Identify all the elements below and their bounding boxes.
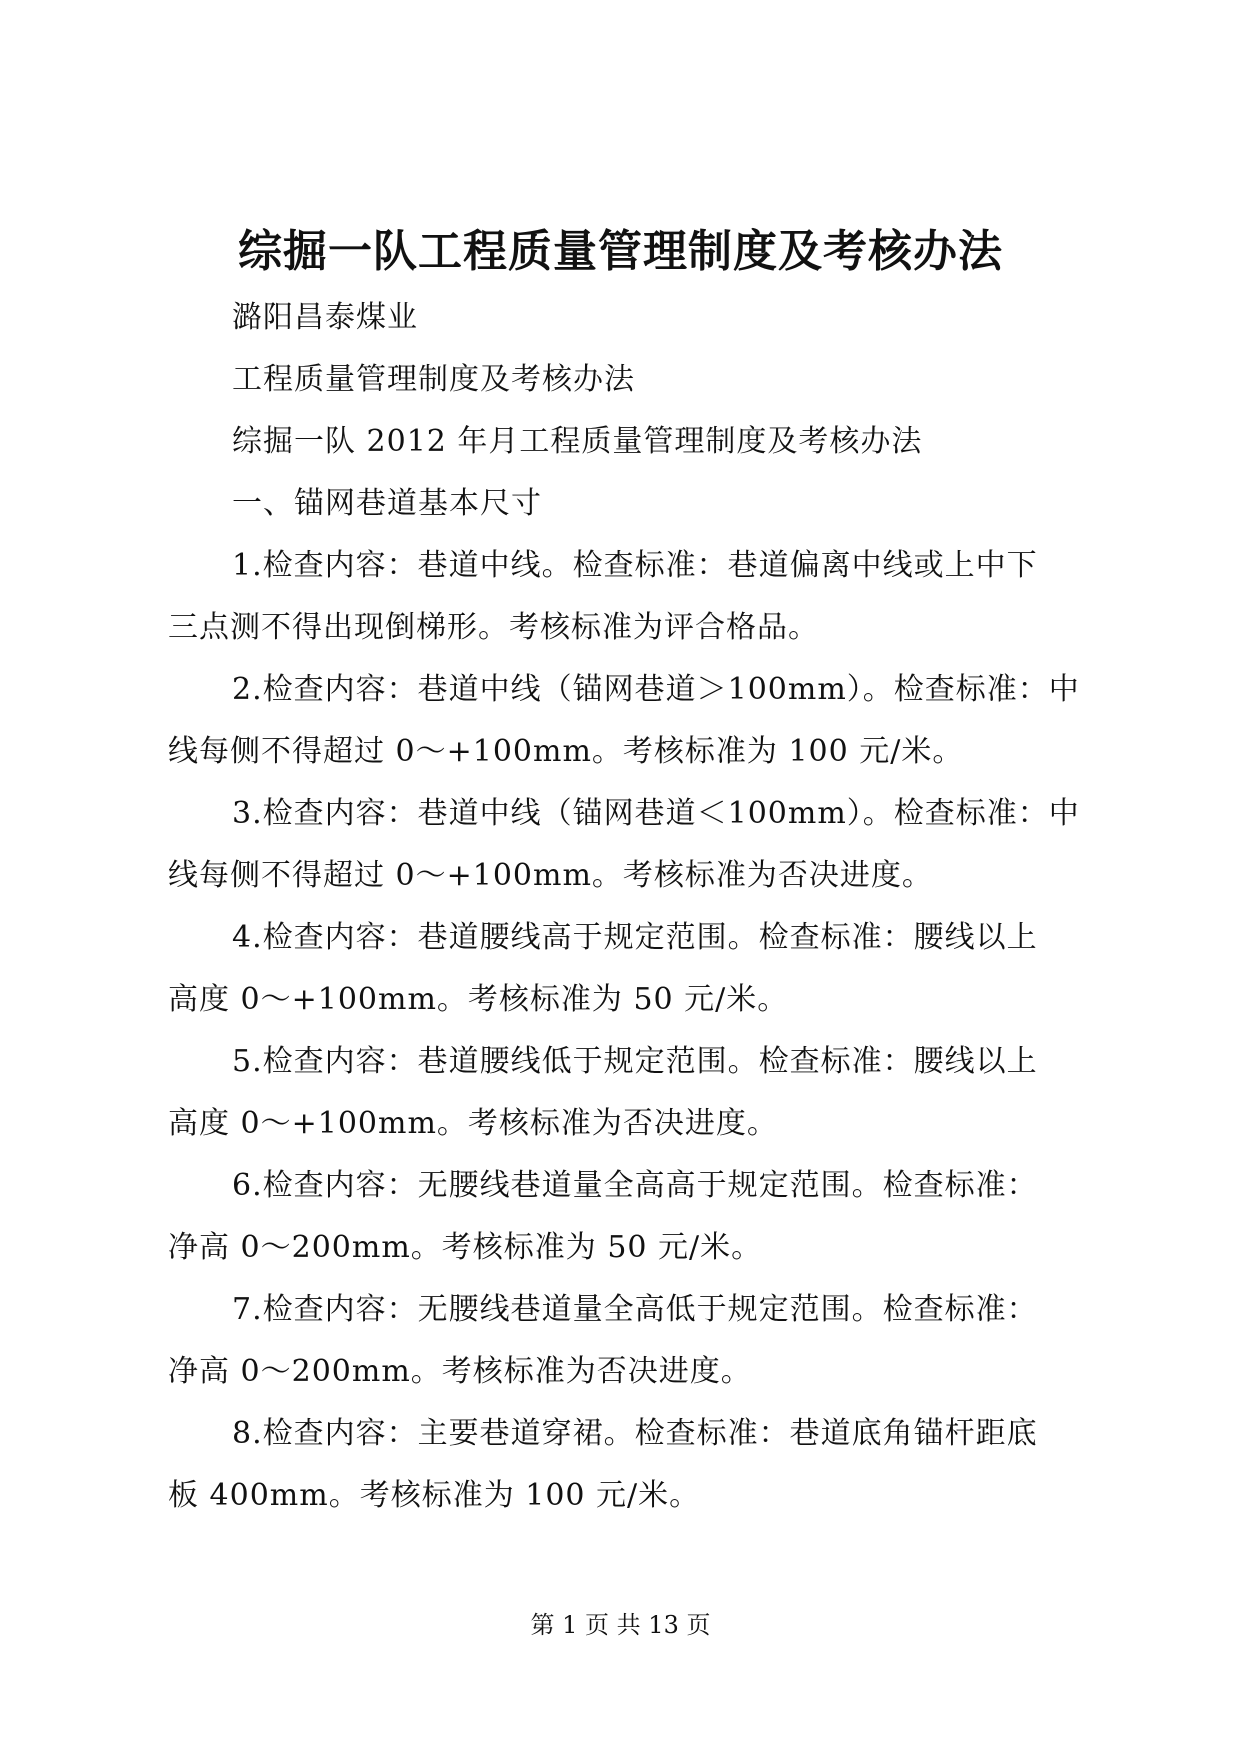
check-item-8	[168, 1403, 1088, 1527]
check-item-line: 7.检查内容：无腰线巷道量全高低于规定范围。检查标准：	[232, 1292, 1038, 1327]
document-body	[168, 287, 1088, 1527]
check-item-line: 净高 0～200mm。考核标准为 50 元/米。	[168, 1230, 763, 1265]
check-item-5	[168, 1031, 1088, 1155]
section-heading: 一、锚网巷道基本尺寸	[232, 486, 542, 521]
check-item-line: 4.检查内容：巷道腰线高于规定范围。检查标准：腰线以上	[232, 920, 1038, 955]
check-item-line: 板 400mm。考核标准为 100 元/米。	[168, 1478, 701, 1513]
check-item-4	[168, 907, 1088, 1031]
check-item-3	[168, 783, 1088, 907]
check-item-6	[168, 1155, 1088, 1279]
check-item-line: 8.检查内容：主要巷道穿裙。检查标准：巷道底角锚杆距底	[232, 1416, 1038, 1451]
check-item-1	[168, 535, 1088, 659]
company-name: 潞阳昌泰煤业	[232, 300, 418, 335]
check-item-line: 3.检查内容：巷道中线（锚网巷道＜100mm）。检查标准：中	[232, 796, 1080, 831]
check-item-line: 线每侧不得超过 0～+100mm。考核标准为否决进度。	[168, 858, 933, 893]
document-heading-line: 综掘一队 2012 年月工程质量管理制度及考核办法	[232, 424, 923, 459]
check-item-line: 5.检查内容：巷道腰线低于规定范围。检查标准：腰线以上	[232, 1044, 1038, 1079]
check-item-line: 三点测不得出现倒梯形。考核标准为评合格品。	[168, 610, 819, 645]
check-item-line: 线每侧不得超过 0～+100mm。考核标准为 100 元/米。	[168, 734, 964, 769]
check-item-line: 净高 0～200mm。考核标准为否决进度。	[168, 1354, 752, 1389]
document-title: 综掘一队工程质量管理制度及考核办法	[238, 226, 1003, 277]
check-item-line: 高度 0～+100mm。考核标准为否决进度。	[168, 1106, 778, 1141]
check-item-line: 高度 0～+100mm。考核标准为 50 元/米。	[168, 982, 789, 1017]
check-item-line: 2.检查内容：巷道中线（锚网巷道＞100mm）。检查标准：中	[232, 672, 1080, 707]
check-item-7	[168, 1279, 1088, 1403]
check-item-2	[168, 659, 1088, 783]
page-footer: 第 1 页 共 13 页	[530, 1611, 711, 1639]
check-item-line: 6.检查内容：无腰线巷道量全高高于规定范围。检查标准：	[232, 1168, 1038, 1203]
check-item-line: 1.检查内容：巷道中线。检查标准：巷道偏离中线或上中下	[232, 548, 1038, 583]
document-subtitle: 工程质量管理制度及考核办法	[232, 362, 635, 397]
